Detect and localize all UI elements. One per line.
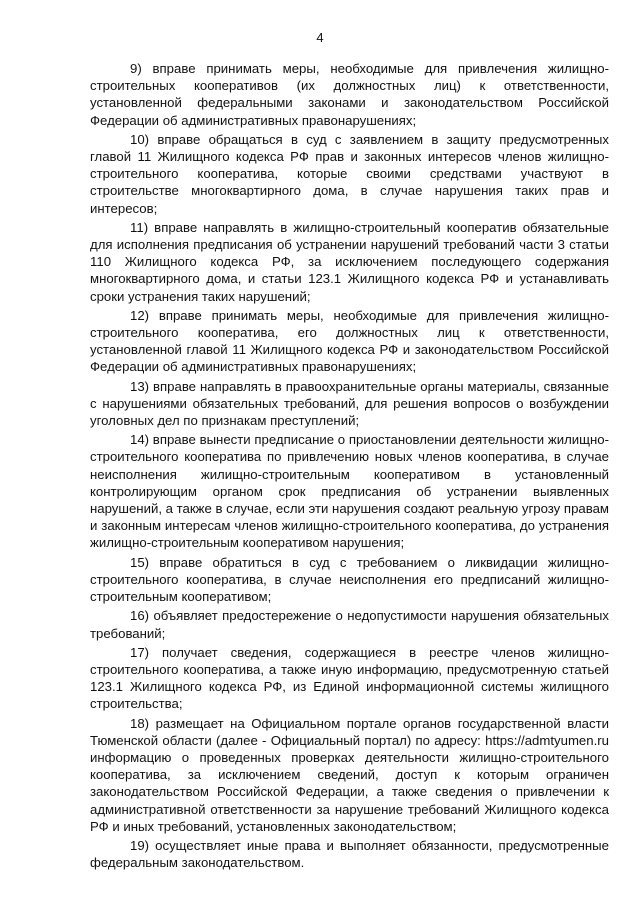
paragraph-item-13: 13) вправе направлять в правоохранительные органы материалы, связанные с нарушениями обязательных требований, для решения вопросов о возбуждении уголовных дел по признакам преступлений; bbox=[90, 378, 609, 429]
document-body bbox=[90, 60, 609, 873]
paragraph-item-18: 18) размещает на Официальном портале органов государственной власти Тюменской области (далее - Официальный портал) по адресу: https://admtyumen.ru информацию о проведенных проверках деятельности жилищно-строительного кооператива, за исключением сведений, доступ к которым ограничен законодательством Российской Федерации, а также сведения о привлечении к административной ответственности за нарушение требований Жилищного кодекса РФ и иных требований, установленных законодательством; bbox=[90, 715, 609, 834]
paragraph-item-10: 10) вправе обращаться в суд с заявлением в защиту предусмотренных главой 11 Жилищного кодекса РФ прав и законных интересов членов жилищно-строительного кооператива, которые своими средствами участвуют в строительстве многоквартирного дома, в случае нарушения таких прав и интересов; bbox=[90, 131, 609, 216]
paragraph-item-11: 11) вправе направлять в жилищно-строительный кооператив обязательные для исполнения предписания об устранении нарушений требований части 3 статьи 110 Жилищного кодекса РФ, за исключением последующего содержания многоквартирного дома, и статьи 123.1 Жилищного кодекса РФ и устанавливать сроки устранения таких нарушений; bbox=[90, 219, 609, 304]
paragraph-item-19: 19) осуществляет иные права и выполняет обязанности, предусмотренные федеральным законодательством. bbox=[90, 837, 609, 871]
page-number: 4 bbox=[316, 30, 324, 45]
paragraph-item-14: 14) вправе вынести предписание о приостановлении деятельности жилищно-строительного кооператива по привлечению новых членов кооператива, в случае неисполнения жилищно-строительным кооперативом в установленный контролирующим органом срок предписания об устранении выявленных нарушений, а также в случае, если эти нарушения создают реальную угрозу правам и законным интересам членов жилищно-строительного кооператива, до устранения жилищно-строительным кооперативом нарушения; bbox=[90, 432, 609, 551]
paragraph-item-12: 12) вправе принимать меры, необходимые для привлечения жилищно-строительного кооператива, его должностных лиц к ответственности, установленной главой 11 Жилищного кодекса РФ и законодательством Российской Федерации об административных правонарушениях; bbox=[90, 307, 609, 375]
paragraph-item-17: 17) получает сведения, содержащиеся в реестре членов жилищно-строительного кооператива, а также иную информацию, предусмотренную статьей 123.1 Жилищного кодекса РФ, из Единой информационной системы жилищного строительства; bbox=[90, 644, 609, 712]
paragraph-item-15: 15) вправе обратиться в суд с требованием о ликвидации жилищно-строительного кооператива, в случае неисполнения его предписаний жилищно-строительным кооперативом; bbox=[90, 554, 609, 605]
paragraph-item-16: 16) объявляет предостережение о недопустимости нарушения обязательных требований; bbox=[90, 608, 609, 641]
paragraph-item-9: 9) вправе принимать меры, необходимые для привлечения жилищно-строительных кооперативов (их должностных лиц) к ответственности, установленной федеральными законами и законодательством Российской Федерации об административных правонарушениях; bbox=[90, 61, 609, 128]
